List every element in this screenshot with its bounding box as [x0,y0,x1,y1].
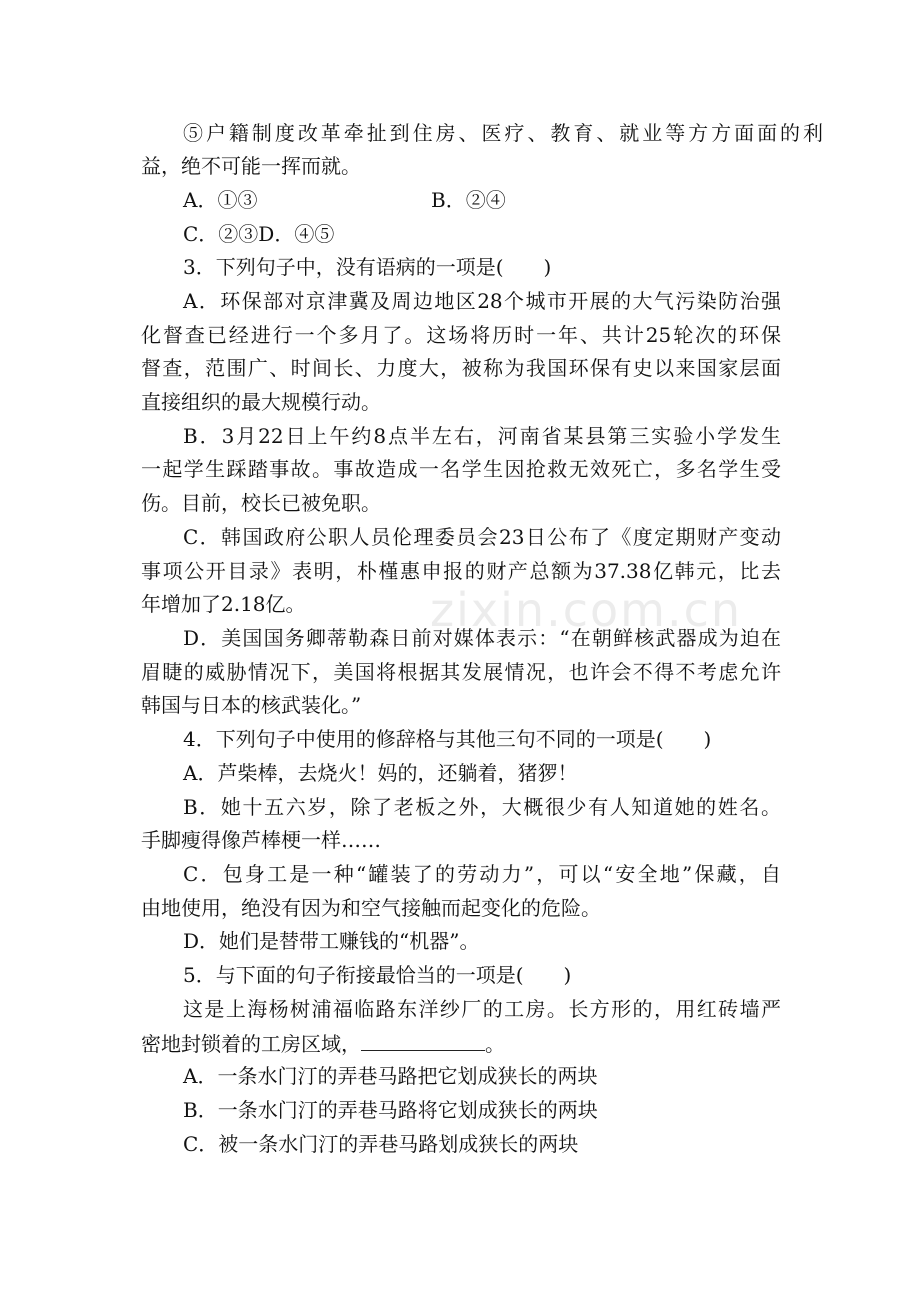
q3-option-b-line2: 一起学生踩踏事故。事故造成一名学生因抢救无效死亡，多名学生受 [141,457,781,481]
q2-item5-line2: 益，绝不可能一挥而就。 [141,154,361,178]
q5-option-a: A．一条水门汀的弄巷马路把它划成狭长的两块 [183,1064,598,1088]
q5-stem: 5．与下面的句子衔接最恰当的一项是( ) [183,963,572,987]
q5-passage-text: 密地封锁着的工房区域， [141,1032,361,1056]
q5-option-c: C．被一条水门汀的弄巷马路划成狭长的两块 [183,1132,579,1156]
q3-option-c-line2: 事项公开目录》表明，朴槿惠申报的财产总额为37.38亿韩元，比去 [141,559,781,583]
q4-option-d: D．她们是替带工赚钱的“机器”。 [183,929,480,953]
q2-option-cd: C．②③D．④⑤ [183,222,335,246]
q3-option-a-line3: 督查，范围广、时间长、力度大，被称为我国环保有史以来国家层面 [141,356,781,380]
q3-option-a-line4: 直接组织的最大规模行动。 [141,390,381,414]
q3-option-c-line1: C．韩国政府公职人员伦理委员会23日公布了《度定期财产变动 [183,525,781,549]
q5-passage-line1: 这是上海杨树浦福临路东洋纱厂的工房。长方形的，用红砖墙严 [183,997,781,1021]
q2-option-a: A．①③ [183,188,258,212]
q3-option-d-line2: 眉睫的威胁情况下，美国将根据其发展情况，也许会不得不考虑允许 [141,660,781,684]
q3-option-b-line3: 伤。目前，校长已被免职。 [141,491,381,515]
q3-option-a-line2: 化督查已经进行一个多月了。这场将历时一年、共计25轮次的环保 [141,323,781,347]
q4-stem: 4．下列句子中使用的修辞格与其他三句不同的一项是( ) [183,727,712,751]
q5-passage-period: 。 [485,1032,505,1056]
q3-option-a-line1: A．环保部对京津冀及周边地区28个城市开展的大气污染防治强 [183,289,781,313]
q3-option-b-line1: B．3月22日上午约8点半左右，河南省某县第三实验小学发生 [183,424,781,448]
q4-option-b-line1: B．她十五六岁，除了老板之外，大概很少有人知道她的姓名。 [183,795,781,819]
q3-option-c-line3: 年增加了2.18亿。 [141,592,306,616]
q3-stem: 3．下列句子中，没有语病的一项是( ) [183,255,552,279]
q2-item5-line1: ⑤户籍制度改革牵扯到住房、医疗、教育、就业等方方面面的利 [183,121,823,145]
q2-option-b: B．②④ [431,188,506,212]
watermark-text: zixin.com.cn [430,583,743,637]
q3-option-d-line3: 韩国与日本的核武装化。” [141,693,362,717]
q4-option-a: A．芦柴棒，去烧火！妈的，还躺着，猪猡！ [183,761,578,785]
fill-blank [361,1030,485,1051]
q4-option-b-line2: 手脚瘦得像芦棒梗一样…… [141,828,381,852]
q3-option-d-line1: D．美国国务卿蒂勒森日前对媒体表示：“在朝鲜核武器成为迫在 [183,626,781,650]
q5-passage-line2 [141,1030,505,1056]
q5-option-b: B．一条水门汀的弄巷马路将它划成狭长的两块 [183,1098,598,1122]
q4-option-c-line1: C．包身工是一种“罐装了的劳动力”，可以“安全地”保藏，自 [183,862,781,886]
q4-option-c-line2: 由地使用，绝没有因为和空气接触而起变化的危险。 [141,896,601,920]
